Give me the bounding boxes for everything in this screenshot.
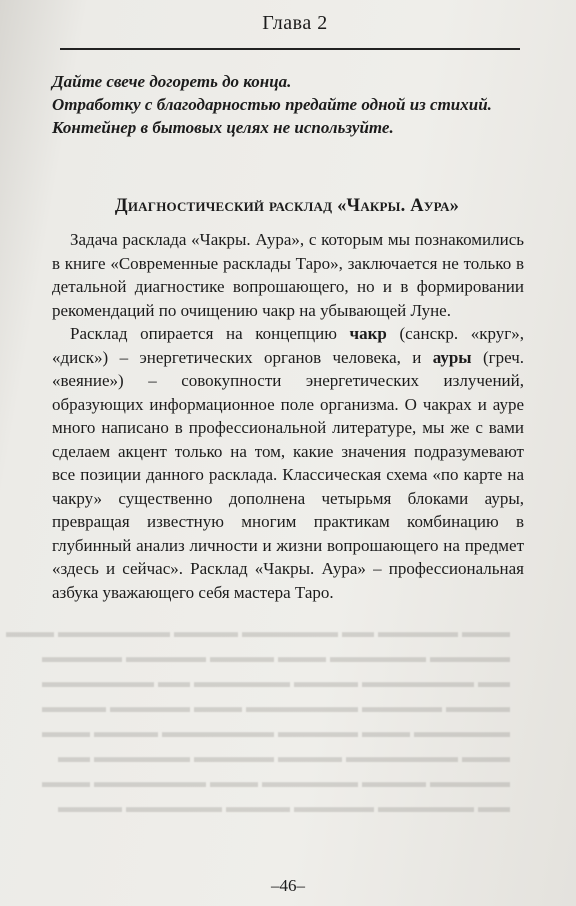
paragraph-2 [52,322,524,604]
paragraph-2-text-c: (греч. «веяние») – совокупности энергетических излучений, образующих информационное поле организма. О чакрах и ауре много написано в профессиональной литературе, мы же с вами сделаем акцент только на том, какие значения подразумевают все позиции данного расклада. Классическая схема «по карте на чакру» существенно дополнена четырьмя блоками ауры, превращая известную многим практикам комбинацию в глубинный анализ личности и жизни вопрошающего на предмет «здесь и сейчас». Расклад «Чакры. Аура» – профессиональная азбука уважающего себя мастера Таро. [52,347,525,602]
term-aura: ауры [432,347,472,367]
directive-1: Дайте свече догореть до конца. [52,72,292,91]
show-through-line: ▬▬▬▬▬ ▬▬▬▬▬▬ ▬▬▬ ▬▬▬▬ ▬▬▬▬▬ ▬▬▬▬▬ [42,649,510,666]
show-through-line: ▬▬▬ ▬▬▬▬▬▬▬ ▬▬▬▬ ▬▬▬▬▬ ▬▬▬▬▬▬ ▬▬ [58,749,510,766]
directive-2: Отработку с благодарностью предайте одной из стихий. [52,95,492,114]
paragraph-1: Задача расклада «Чакры. Аура», с которым мы познакомились в книге «Современные расклады Таро», заключается не только в детальной диагностике вопрошающего, но и в формировании рекомендаций по очищению чакр на убывающей Луне. [52,230,524,320]
reverse-side-show-through [6,620,510,840]
show-through-line: ▬▬▬▬▬▬ ▬▬▬ ▬▬▬▬▬ ▬▬▬▬▬▬▬ ▬▬▬▬ ▬▬▬ [42,724,510,741]
show-through-line: ▬▬▬▬ ▬▬▬▬▬ ▬▬▬▬▬▬▬ ▬▬▬ ▬▬▬▬▬ ▬▬▬▬ [42,699,510,716]
header-rule [60,48,520,50]
section-title: Диагностический расклад «Чакры. Аура» [114,196,460,216]
show-through-line: ▬▬▬▬▬ ▬▬▬▬ ▬▬▬▬▬▬ ▬▬▬ ▬▬▬▬▬▬▬ ▬▬▬ [42,774,510,791]
paragraph-2-text-b: (санскр. «круг», «диск») – энергетических органов человека, и [52,324,525,367]
paragraph-2-text-a: Расклад опирается на концепцию [70,324,350,343]
show-through-line: ▬▬ ▬▬▬▬▬▬ ▬▬▬▬▬ ▬▬▬▬ ▬▬▬▬▬▬ ▬▬▬▬ [58,799,510,816]
term-chakra: чакр [349,324,387,343]
page-number: –46– [271,876,305,895]
chapter-running-head: Глава 2 [262,12,328,34]
ritual-directives [52,70,522,139]
directive-3: Контейнер в бытовых целях не используйте. [52,118,394,137]
body-text [52,228,524,604]
show-through-line: ▬▬ ▬▬▬▬▬▬▬ ▬▬▬▬ ▬▬▬▬▬▬ ▬▬ ▬▬▬▬▬▬▬ [42,674,510,691]
show-through-line: ▬▬▬ ▬▬▬▬▬ ▬▬ ▬▬▬▬▬▬ ▬▬▬▬ ▬▬▬▬▬▬▬ ▬▬▬ [6,624,510,641]
